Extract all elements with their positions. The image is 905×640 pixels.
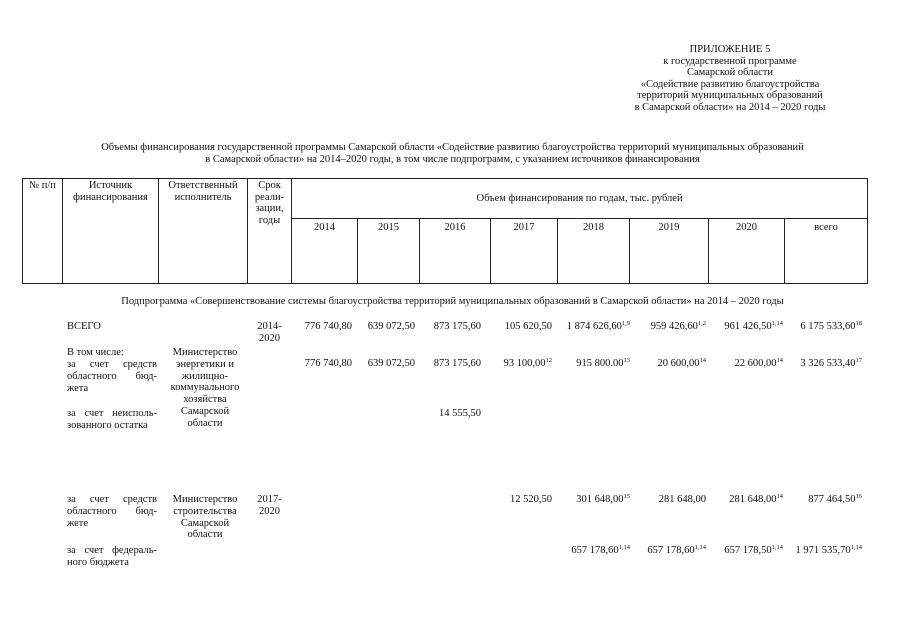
footnote-mark: 1,14 bbox=[771, 320, 783, 327]
row-federal-sum: 1 971 535,70$^{1,14}$ bbox=[795, 544, 862, 556]
header-year-2020: 2020 bbox=[709, 219, 785, 284]
row-regional1-2019: 20 600,00$^{14}$ bbox=[657, 357, 706, 369]
appendix-line: «Содействие развитию благоустройства bbox=[640, 78, 820, 90]
row-total-2020: 961 426,50$^{1,14}$ bbox=[724, 320, 783, 332]
footnote-mark: 1,14 bbox=[694, 544, 706, 551]
row-regional2-term: 2017-2020 bbox=[257, 494, 282, 517]
row-total-term: 2014-2020 bbox=[257, 321, 282, 344]
executor-construction-ministry: Министерство строительства Самарской области bbox=[172, 494, 238, 541]
row-total-2018: 1 874 626,60$^{1,9}$ bbox=[566, 320, 630, 332]
footnote-mark: 14 bbox=[776, 357, 783, 364]
header-year-2019: 2019 bbox=[630, 219, 709, 284]
header-source: Источник финансирования bbox=[63, 179, 159, 284]
appendix-line: к государственной программе bbox=[663, 55, 797, 67]
row-regional1-2015: 639 072,50 bbox=[367, 358, 415, 369]
row-regional2-2017: 12 520,50 bbox=[510, 494, 552, 505]
appendix-line: в Самарской области» на 2014 – 2020 годы bbox=[634, 101, 826, 113]
footnote-mark: 1,14 bbox=[618, 544, 630, 551]
row-total-2016: 873 175,60 bbox=[433, 321, 481, 332]
appendix-heading bbox=[560, 44, 900, 114]
footnote-mark: 14 bbox=[699, 357, 706, 364]
row-regional1-2017: 93 100,00$^{12}$ bbox=[503, 357, 552, 369]
row-regional2-2020: 281 648,00$^{14}$ bbox=[729, 493, 783, 505]
footnote-mark: 1,14 bbox=[771, 544, 783, 551]
row-regional1-label: за счет средств областного бюд-жета bbox=[67, 359, 157, 394]
title-line: в Самарской области» на 2014–2020 годы, в том числе подпрограмм, с указанием источников финансирования bbox=[205, 154, 700, 165]
footnote-mark: 12 bbox=[545, 357, 552, 364]
row-unused-2016: 14 555,50 bbox=[439, 408, 481, 419]
row-regional1-2014: 776 740,80 bbox=[304, 358, 352, 369]
row-regional1-sum: 3 326 533,40$^{17}$ bbox=[800, 357, 862, 369]
title-line: Объемы финансирования государственной программы Самарской области «Содействие развитию благоустройства территорий муниципальных образований bbox=[101, 142, 804, 153]
row-regional2-sum: 877 464,50$^{16}$ bbox=[808, 493, 862, 505]
footnote-mark: 1,14 bbox=[850, 544, 862, 551]
row-unused-label: за счет неисполь-зованного остатка bbox=[67, 408, 157, 431]
subprogram-title: Подпрограмма «Совершенствование системы благоустройства территорий муниципальных образований в Самарской области» на 2014 – 2020 годы bbox=[121, 296, 784, 307]
row-federal-2019: 657 178,60$^{1,14}$ bbox=[647, 544, 706, 556]
header-year-2017: 2017 bbox=[491, 219, 558, 284]
header-year-2015: 2015 bbox=[358, 219, 420, 284]
row-total-label: ВСЕГО bbox=[67, 321, 101, 332]
header-volume: Объем финансирования по годам, тыс. рублей bbox=[292, 179, 868, 219]
appendix-line: Самарской области bbox=[687, 67, 773, 79]
row-total-2014: 776 740,80 bbox=[304, 321, 352, 332]
executor-energy-ministry: Министерство энергетики и жилищно-коммунального хозяйства Самарской области bbox=[170, 347, 240, 429]
header-total: всего bbox=[785, 219, 868, 284]
footnote-mark: 15 bbox=[623, 493, 630, 500]
row-regional2-2019: 281 648,00 bbox=[658, 494, 706, 505]
row-federal-label: за счет федераль-ного бюджета bbox=[67, 545, 157, 568]
appendix-line: ПРИЛОЖЕНИЕ 5 bbox=[689, 44, 771, 55]
row-total-2017: 105 620,50 bbox=[504, 321, 552, 332]
footnote-mark: 18 bbox=[855, 320, 862, 327]
header-term: Срок реали-зации, годы bbox=[248, 179, 292, 284]
header-year-2018: 2018 bbox=[558, 219, 630, 284]
financing-table-header bbox=[22, 178, 868, 284]
row-regional1-2018: 915 800.00$^{13}$ bbox=[576, 357, 630, 369]
footnote-mark: 1,2 bbox=[697, 320, 706, 327]
footnote-mark: 13 bbox=[623, 357, 630, 364]
footnote-mark: 16 bbox=[855, 493, 862, 500]
row-regional1-2016: 873 175,60 bbox=[433, 358, 481, 369]
header-year-2014: 2014 bbox=[292, 219, 358, 284]
including-label: В том числе: bbox=[67, 347, 124, 358]
footnote-mark: 17 bbox=[855, 357, 862, 364]
row-total-sum: 6 175 533,60$^{18}$ bbox=[800, 320, 862, 332]
row-total-2019: 959 426,60$^{1,2}$ bbox=[650, 320, 706, 332]
footnote-mark: 1,9 bbox=[621, 320, 630, 327]
row-regional2-2018: 301 648,00$^{15}$ bbox=[576, 493, 630, 505]
document-title bbox=[40, 142, 865, 166]
row-total-2015: 639 072,50 bbox=[367, 321, 415, 332]
row-federal-2020: 657 178,50$^{1,14}$ bbox=[724, 544, 783, 556]
header-year-2016: 2016 bbox=[420, 219, 491, 284]
row-regional2-label: за счет средств областного бюд-жете bbox=[67, 494, 157, 529]
appendix-line: территорий муниципальных образований bbox=[637, 90, 823, 102]
footnote-mark: 14 bbox=[776, 493, 783, 500]
row-federal-2018: 657 178,60$^{1,14}$ bbox=[571, 544, 630, 556]
row-regional1-2020: 22 600,00$^{14}$ bbox=[734, 357, 783, 369]
header-executor: Ответственный исполнитель bbox=[159, 179, 248, 284]
header-num: № п/п bbox=[23, 179, 63, 284]
